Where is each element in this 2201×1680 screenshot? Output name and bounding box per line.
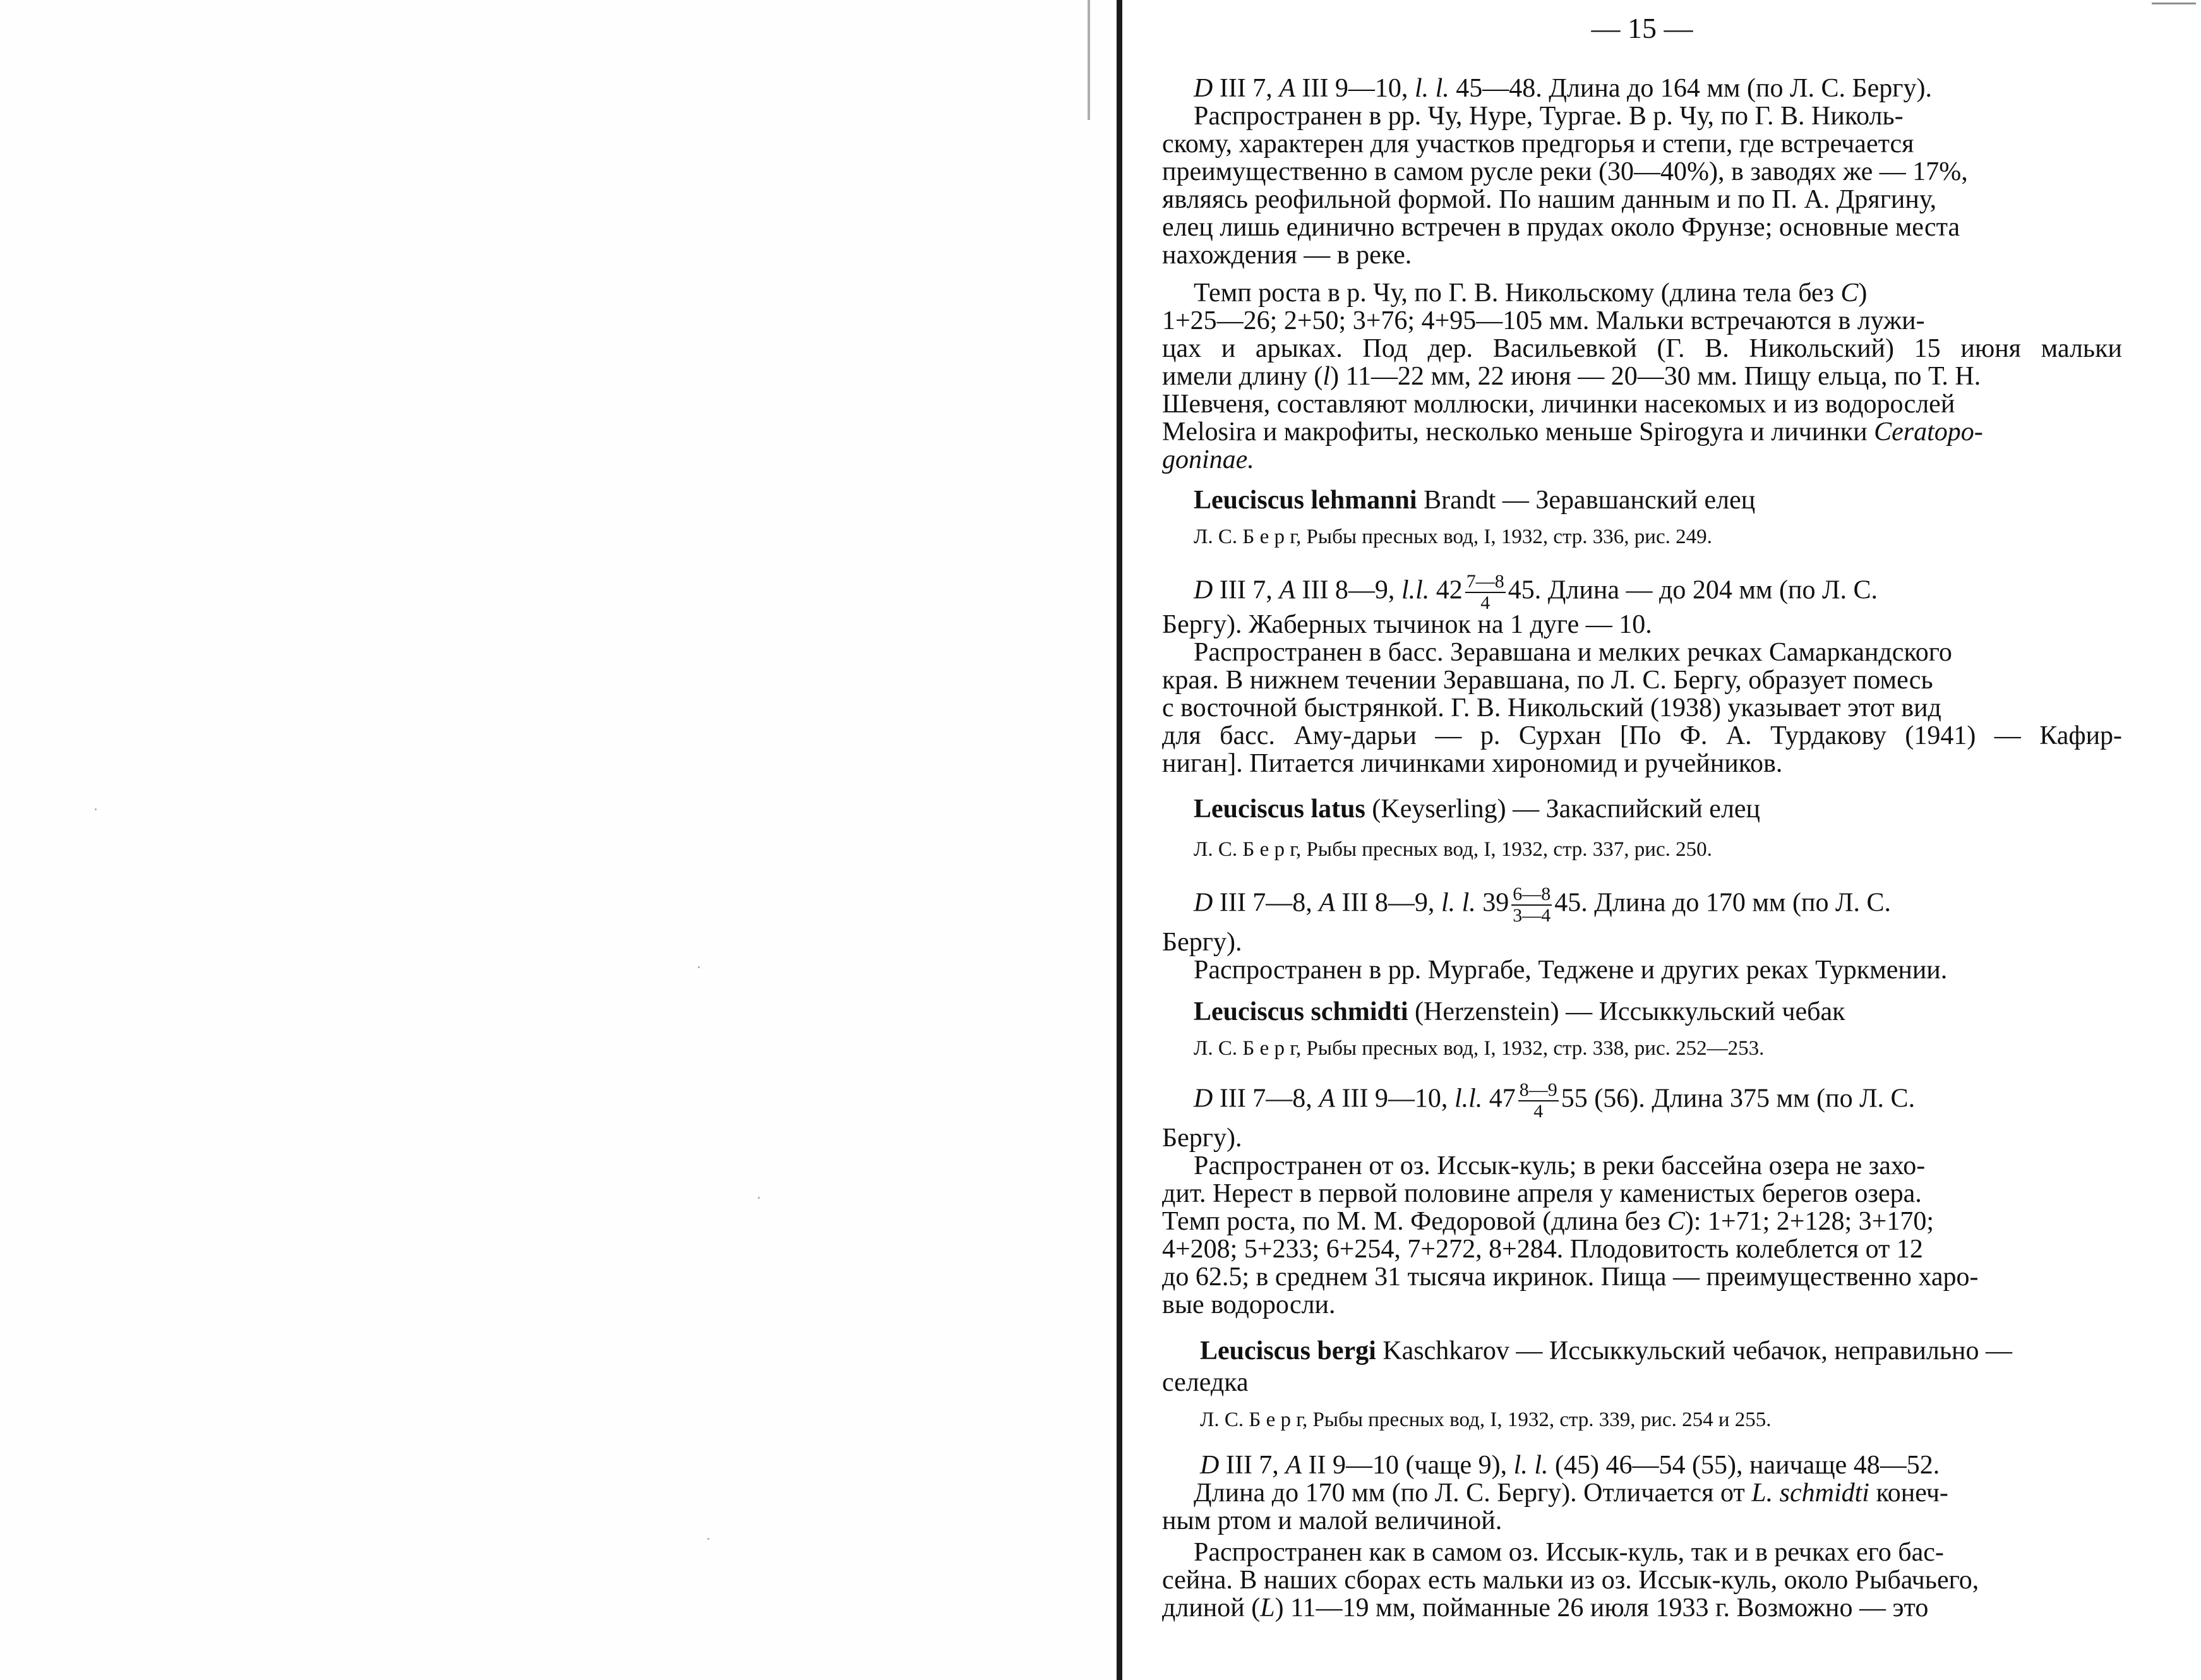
page-number: — 15 — xyxy=(1591,12,1693,44)
species-name: Leuciscus bergi xyxy=(1200,1336,1376,1365)
text-line: края. В нижнем течении Зеравшана, по Л. С. Бергу, образует помесь xyxy=(1162,666,1933,695)
formula-line: D III 7—8, A III 9—10, l.l. 47 $\frac{8—9}{4}$ 55 (56). Длина 375 мм (по Л. С. xyxy=(1194,1079,1916,1122)
text-line: длиной (L) 11—19 мм, пойманные 26 июля 1933 г. Возможно — это xyxy=(1162,1593,1929,1623)
text-line: Бергу). xyxy=(1162,1124,1242,1153)
reference-line: Л. С. Б е р г, Рыбы пресных вод, I, 1932, стр. 336, рис. 249. xyxy=(1194,525,1712,548)
text-line: Распространен в рр. Чу, Нуре, Тургае. В р. Чу, по Г. В. Николь- xyxy=(1194,102,1904,131)
formula-line: D III 7—8, A III 8—9, l. l. 39 $\frac{6—8}{3—4}$ 45. Длина до 170 мм (по Л. С. xyxy=(1194,884,1891,926)
scan-speck xyxy=(698,966,700,968)
text-line: елец лишь единично встречен в прудах около Фрунзе; основные места xyxy=(1162,213,1960,242)
book-gutter-line xyxy=(1117,0,1122,1680)
species-name: Leuciscus latus xyxy=(1194,795,1365,824)
reference-line: Л. С. Б е р г, Рыбы пресных вод, I, 1932, стр. 339, рис. 254 и 255. xyxy=(1200,1408,1772,1431)
scan-speck xyxy=(758,1197,760,1199)
text-line: Распространен в басс. Зеравшана и мелких речках Самаркандского xyxy=(1194,638,1952,667)
text-line: до 62.5; в среднем 31 тысяча икринок. Пища — преимущественно харо- xyxy=(1162,1263,1979,1292)
scan-speck xyxy=(707,1538,709,1540)
text-line: Темп роста, по М. М. Федоровой (длина без C): 1+71; 2+128; 3+170; xyxy=(1162,1207,1934,1236)
text-line: D III 7, A III 9—10, l. l. 45—48. Длина до 164 мм (по Л. С. Бергу). xyxy=(1194,74,1932,103)
text-line: вые водоросли. xyxy=(1162,1290,1336,1319)
text-line: Распространен от оз. Иссык-куль; в реки бассейна озера не захо- xyxy=(1194,1151,1926,1180)
text-line: преимущественно в самом русле реки (30—40%), в заводях же — 17%, xyxy=(1162,157,1968,186)
text-line: дит. Нерест в первой половине апреля у каменистых берегов озера. xyxy=(1162,1179,1922,1208)
species-name: Leuciscus lehmanni xyxy=(1194,486,1417,515)
text-line: цах и арыках. Под дер. Васильевкой (Г. В. Никольский) 15 июня мальки xyxy=(1162,334,2122,363)
corner-mark xyxy=(2152,3,2196,4)
fraction: $\frac{6—8}{3—4}$ xyxy=(1513,884,1551,926)
species-heading: Leuciscus schmidti (Herzenstein) — Иссыккульский чебак xyxy=(1194,997,1845,1026)
species-heading-cont: селедка xyxy=(1162,1368,1249,1397)
text-line: имели длину (l) 11—22 мм, 22 июня — 20—30 мм. Пищу ельца, по Т. Н. xyxy=(1162,362,1981,391)
text-line: скому, характерен для участков предгорья и степи, где встречается xyxy=(1162,129,1914,159)
formula-line: D III 7, A II 9—10 (чаще 9), l. l. (45) 46—54 (55), наичаще 48—52. xyxy=(1200,1451,1940,1480)
text-line: Длина до 170 мм (по Л. С. Бергу). Отличается от L. schmidti конеч- xyxy=(1194,1479,1948,1508)
species-name: Leuciscus schmidti xyxy=(1194,997,1408,1026)
text-line: Распространен в рр. Мургабе, Теджене и других реках Туркмении. xyxy=(1194,956,1948,985)
text-line: goninae. xyxy=(1162,445,1254,474)
text-line: для басс. Аму-дарьи — р. Сурхан [По Ф. А. Турдакову (1941) — Кафир- xyxy=(1162,721,2123,750)
species-heading: Leuciscus latus (Keyserling) — Закаспийский елец xyxy=(1194,795,1761,824)
right-text-page xyxy=(1162,0,2122,1680)
text-line: Бергу). Жаберных тычинок на 1 дуге — 10. xyxy=(1162,610,1652,639)
fraction: $\frac{8—9}{4}$ xyxy=(1519,1079,1557,1122)
text-line: сейна. В наших сборах есть мальки из оз. Иссык-куль, около Рыбачьего, xyxy=(1162,1566,1979,1595)
text-line: нахождения — в реке. xyxy=(1162,241,1412,270)
fraction: $\frac{7—8}{4}$ xyxy=(1466,571,1504,613)
text-line: Melosira и макрофиты, несколько меньше Spirogyra и личинки Ceratopo- xyxy=(1162,417,1983,447)
text-line: Темп роста в р. Чу, по Г. В. Никольскому (длина тела без C) xyxy=(1194,279,1868,308)
reference-line: Л. С. Б е р г, Рыбы пресных вод, I, 1932, стр. 338, рис. 252—253. xyxy=(1194,1037,1765,1060)
species-heading: Leuciscus bergi Kaschkarov — Иссыккульский чебачок, неправильно — xyxy=(1200,1336,2012,1365)
species-heading: Leuciscus lehmanni Brandt — Зеравшанский елец xyxy=(1194,486,1756,515)
text-line: ниган]. Питается личинками хирономид и ручейников. xyxy=(1162,749,1783,778)
text-line: Бергу). xyxy=(1162,928,1242,957)
text-line: с восточной быстрянкой. Г. В. Никольский (1938) указывает этот вид xyxy=(1162,693,1941,723)
text-line: Шевченя, составляют моллюски, личинки насекомых и из водорослей xyxy=(1162,390,1955,419)
text-line: ным ртом и малой величиной. xyxy=(1162,1506,1502,1535)
text-line: являясь реофильной формой. По нашим данным и по П. А. Дрягину, xyxy=(1162,185,1937,214)
text-line: 1+25—26; 2+50; 3+76; 4+95—105 мм. Мальки встречаются в лужи- xyxy=(1162,306,1925,335)
formula-line: D III 7, A III 8—9, l.l. 42 $\frac{7—8}{4}$ 45. Длина — до 204 мм (по Л. С. xyxy=(1194,571,1878,613)
text-line: 4+208; 5+233; 6+254, 7+272, 8+284. Плодовитость колеблется от 12 xyxy=(1162,1235,1923,1264)
scan-speck xyxy=(95,808,97,810)
reference-line: Л. С. Б е р г, Рыбы пресных вод, I, 1932, стр. 337, рис. 250. xyxy=(1194,838,1712,861)
text-line: Распространен как в самом оз. Иссык-куль, так и в речках его бас- xyxy=(1194,1538,1944,1567)
gutter-shadow xyxy=(1088,0,1090,120)
